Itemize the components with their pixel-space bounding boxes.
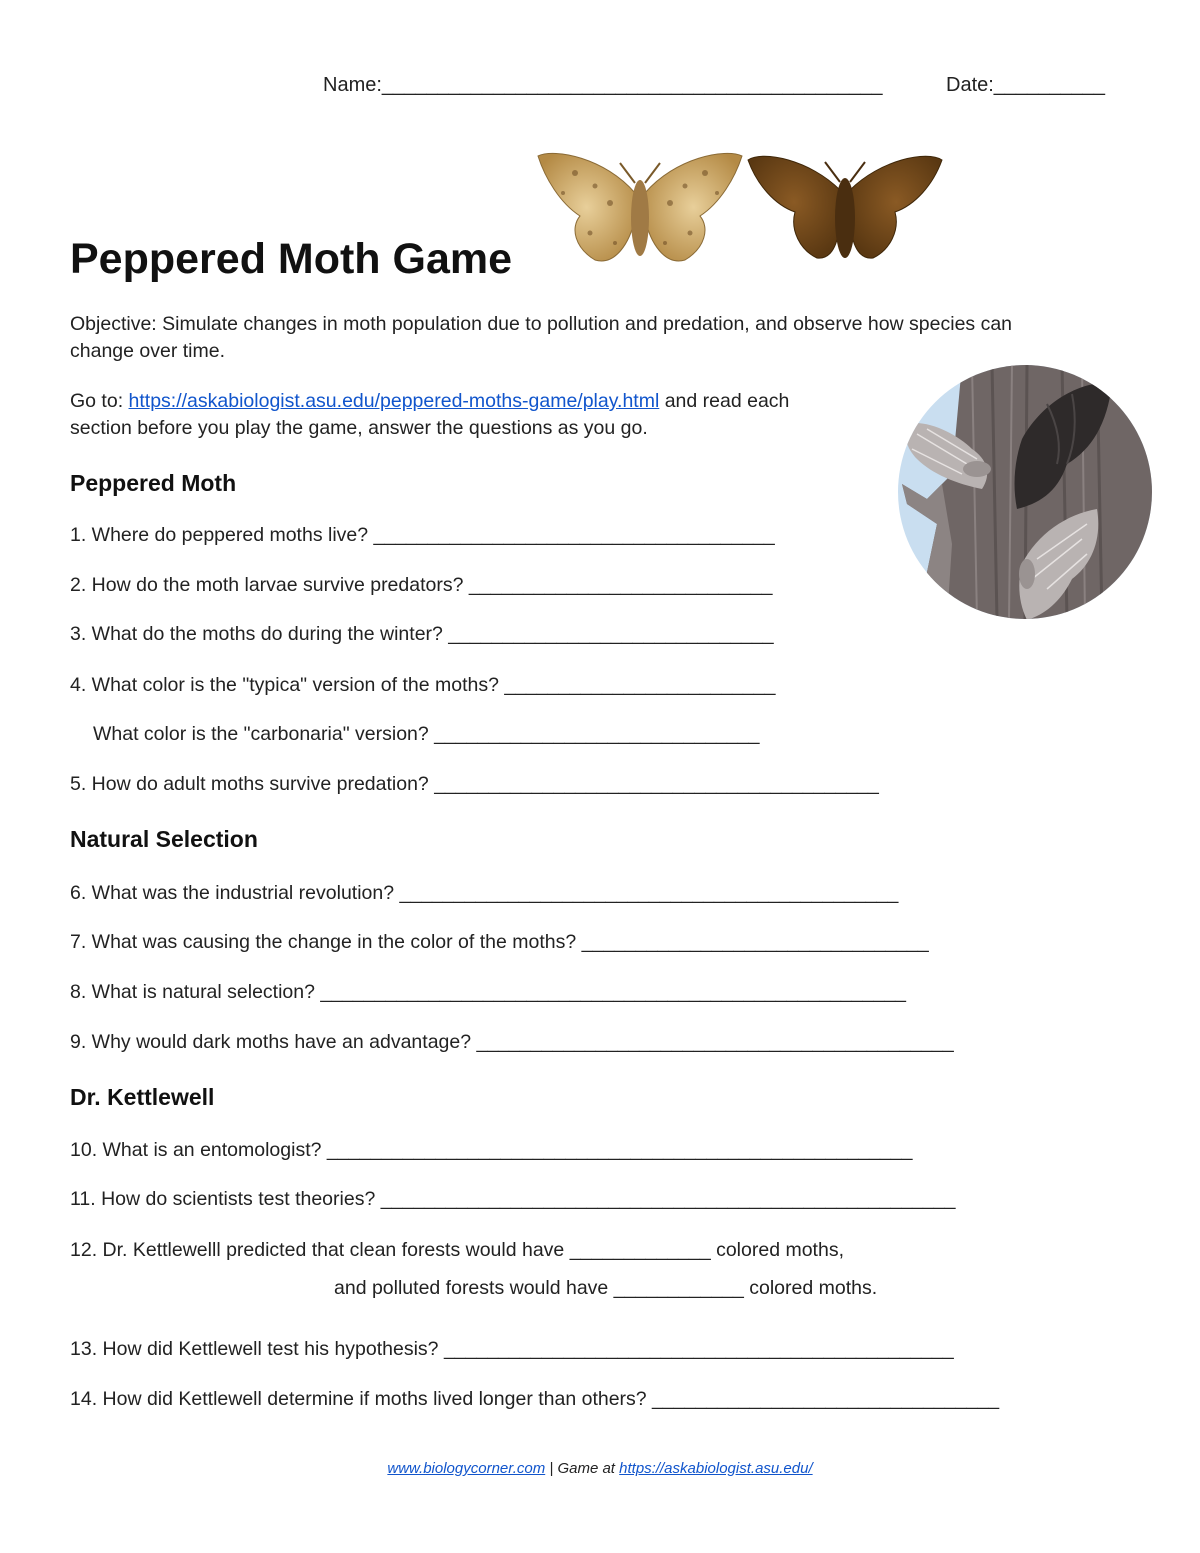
question-12: 12. Dr. Kettlewelll predicted that clean forests would have _____________ colored moths, [70, 1239, 844, 1261]
question-14: 14. How did Kettlewell determine if moths lived longer than others? ________________________________ [70, 1388, 1000, 1410]
question-4b: What color is the "carbonaria" version? ______________________________ [93, 723, 760, 745]
question-9: 9. Why would dark moths have an advantage? ____________________________________________ [70, 1031, 954, 1053]
question-12-continued: and polluted forests would have ____________ colored moths. [334, 1277, 878, 1299]
question-13: 13. How did Kettlewell test his hypothesis? _______________________________________________ [70, 1338, 954, 1360]
footer-separator: | Game at [545, 1460, 620, 1477]
section-heading-natural-selection: Natural Selection [70, 826, 258, 852]
objective-line-1: Objective: Simulate changes in moth population due to pollution and predation, and observe how species can [70, 313, 1013, 335]
game-link[interactable]: https://askabiologist.asu.edu/peppered-moths-game/play.html [128, 390, 660, 412]
section-heading-peppered-moth: Peppered Moth [70, 470, 237, 496]
light-moth-image [535, 148, 745, 273]
question-6: 6. What was the industrial revolution? ______________________________________________ [70, 882, 899, 904]
goto-suffix: and read each [659, 390, 790, 412]
goto-prefix: Go to: [70, 390, 129, 412]
footer [0, 1460, 1200, 1477]
question-11: 11. How do scientists test theories? _____________________________________________________ [70, 1188, 956, 1210]
question-5: 5. How do adult moths survive predation? _________________________________________ [70, 773, 879, 795]
goto-line-2: section before you play the game, answer the questions as you go. [70, 417, 648, 439]
question-8: 8. What is natural selection? ______________________________________________________ [70, 981, 907, 1003]
page-title: Peppered Moth Game [70, 235, 513, 283]
question-1: 1. Where do peppered moths live? _____________________________________ [70, 524, 775, 546]
dark-moth-image [745, 150, 945, 275]
objective-line-2: change over time. [70, 340, 226, 362]
footer-site-link[interactable]: www.biologycorner.com [387, 1460, 546, 1477]
question-3: 3. What do the moths do during the winter? ______________________________ [70, 623, 774, 645]
moths-on-tree-illustration [897, 364, 1153, 620]
name-field[interactable]: Name:_____________________________________________ [323, 74, 883, 96]
section-heading-dr-kettlewell: Dr. Kettlewell [70, 1084, 215, 1110]
question-7: 7. What was causing the change in the color of the moths? ________________________________ [70, 931, 929, 953]
question-10: 10. What is an entomologist? ______________________________________________________ [70, 1139, 913, 1161]
goto-line [70, 388, 789, 415]
question-2: 2. How do the moth larvae survive predators? ____________________________ [70, 574, 773, 596]
date-field[interactable]: Date:__________ [946, 74, 1106, 96]
question-4: 4. What color is the "typica" version of the moths? _________________________ [70, 674, 776, 696]
footer-game-link[interactable]: https://askabiologist.asu.edu/ [619, 1460, 813, 1477]
